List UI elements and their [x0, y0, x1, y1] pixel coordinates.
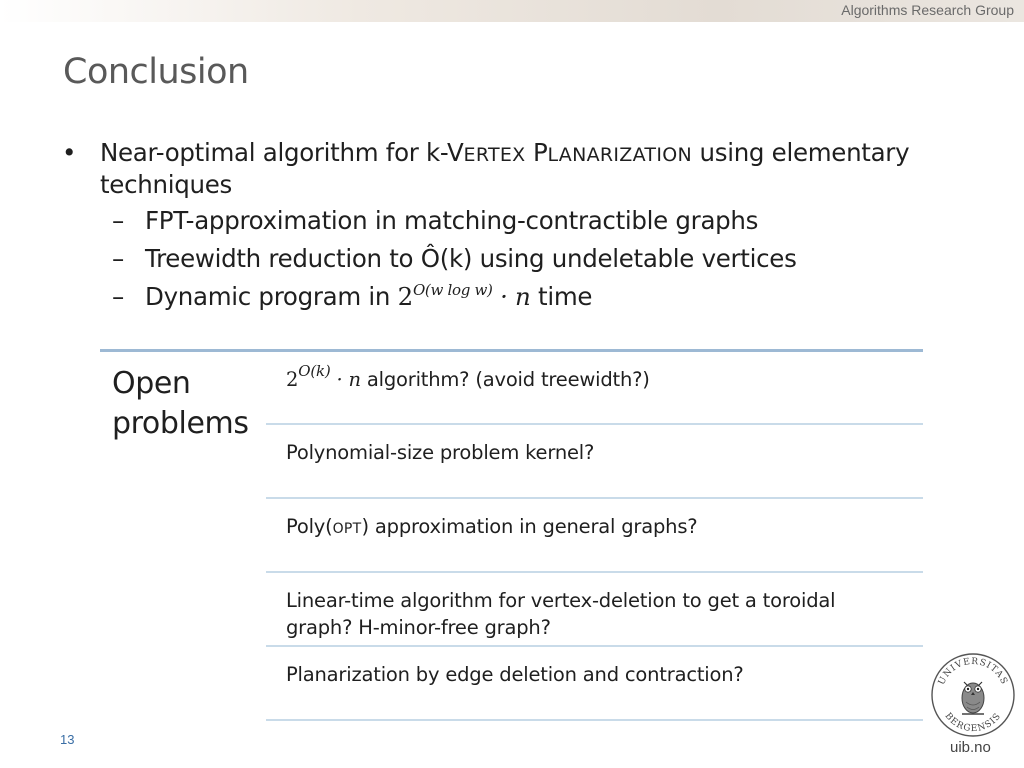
bullet-dot-icon: •: [62, 138, 77, 167]
open-problem-text-5: Planarization by edge deletion and contraction?: [286, 663, 744, 686]
planarization-small-caps: LANARIZATION: [547, 144, 693, 166]
main-bullet-text-start: Near-optimal algorithm for k-: [100, 138, 448, 167]
poly-prefix: Poly(: [286, 515, 333, 538]
sub-bullet-fpt: [62, 206, 992, 235]
open-problem-row: [266, 425, 923, 499]
dp-formula-factor: · n: [492, 282, 531, 311]
site-url: uib.no: [950, 739, 991, 756]
research-group-name: Algorithms Research Group: [841, 2, 1014, 18]
seal-text-bottom: BERGENSIS: [942, 711, 1004, 735]
sub-bullet-treewidth-text: Treewidth reduction to Ô(k) using undeletable vertices: [145, 244, 797, 273]
open-problem-text-2: Polynomial-size problem kernel?: [286, 441, 595, 464]
sub-bullet-dynamic-program: [62, 282, 992, 315]
dash-icon: –: [112, 282, 124, 311]
vertex-small-caps: ERTEX: [463, 144, 526, 166]
main-bullet: [62, 138, 992, 199]
main-bullet-text-end: using elementary techniques: [100, 138, 910, 199]
svg-text:UNIVERSITAS: [937, 657, 1009, 687]
planarization-initial: P: [532, 138, 548, 167]
dynamic-program-time: time: [530, 282, 593, 311]
open-problems-table: [100, 349, 923, 721]
page-number: 13: [60, 732, 75, 747]
university-seal-icon: [930, 652, 1016, 738]
open-problem-text-3: [286, 513, 906, 543]
bullet-list: [62, 138, 992, 315]
open-problem-formula-exponent: O(k): [298, 362, 331, 380]
open-problem-text-4: Linear-time algorithm for vertex-deletion to get a toroidal graph? H-minor-free graph?: [286, 589, 836, 639]
seal-text-top: UNIVERSITAS: [936, 656, 1010, 687]
open-problem-formula: $2^{O(k)} \cdot n$: [286, 362, 361, 391]
vertex-initial: V: [447, 138, 464, 167]
open-problem-formula-factor: · n: [330, 368, 361, 391]
open-problem-text: [286, 362, 906, 395]
slide-title: Conclusion: [63, 52, 249, 92]
open-problem-row: [266, 573, 923, 647]
poly-suffix: ) approximation in general graphs?: [361, 515, 698, 538]
dynamic-program-text: Dynamic program in: [145, 282, 398, 311]
sub-bullet-fpt-text: FPT-approximation in matching-contractible graphs: [145, 206, 759, 235]
row-divider: [266, 719, 923, 721]
dp-formula: $2^{O(w log w)} \cdot n$: [397, 281, 531, 311]
dp-formula-exponent: O(w log w): [412, 281, 493, 299]
dash-icon: –: [112, 206, 124, 235]
open-problem-row: [266, 499, 923, 573]
opt-small-caps: OPT: [332, 521, 362, 537]
open-problem-row: [266, 647, 923, 721]
open-problem-row: [266, 352, 923, 425]
open-problems-label: Open problems: [112, 366, 249, 441]
dash-icon: –: [112, 244, 124, 273]
sub-bullet-treewidth: [62, 244, 992, 273]
open-problem-text-1: algorithm? (avoid treewidth?): [360, 368, 650, 391]
